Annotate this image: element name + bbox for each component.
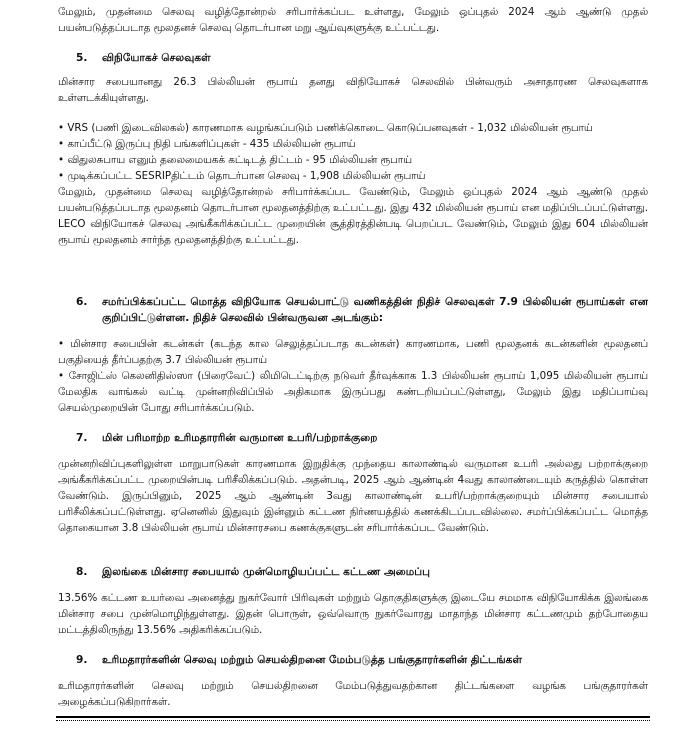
section-6-bullets bbox=[58, 336, 648, 416]
section-6-heading bbox=[76, 294, 648, 326]
section-7-number: 7. bbox=[76, 432, 88, 444]
list-item: • சோஜிட்ஸ் கெலனிதிஸ்ஸா (பிரைவேட்) லிமிடெட்டிற்கு நடுவர் தீர்வுக்காக 1.3 பில்லியன் ரூபாய் 1,095 மில்லியன் ரூபாய் மேலதிக வாங்கல் வட்டி முன்னறிவிப்பில் அதிகமாக இருப்பது கண்டறியப்பட்டுள்ளது, மேலும் இது மதிப்பாய்வு செயல்முறையின் போது சரிபார்க்கப்படும். bbox=[58, 370, 648, 414]
section-7-paragraph: முன்னறிவிப்புகளிலுள்ள மாறுபாடுகள் காரணமாக இறுதிக்கு முந்தைய காலாண்டில் வருமான உபரி அல்லது பற்றாக்குறை அங்கீகரிக்கப்பட்ட முறையின்படி பரிசீலிக்கப்படும். அதன்படி, 2025 ஆம் ஆண்டின் 4வது காலாண்டையும் கருத்தில் கொள்ள வேண்டும். இருப்பினும், 2025 ஆம் ஆண்டின் 3வது காலாண்டின் உபரி/பற்றாக்குறையும் மின்சார சபையால் பரிசீலிக்கப்பட்டுள்ளது. ஏனெனில் இதுவும் இன்னும் கட்டண நிர்ணயத்தில் கணக்கிடப்படவில்லை. சமர்ப்பிக்கப்பட்ட மொத்த தொகையான 3.8 பில்லியன் ரூபாய் மின்சாரசபை கணக்குகளுடன் சரிபார்க்கப்பட வேண்டும். bbox=[58, 458, 648, 534]
section-5-number: 5. bbox=[76, 52, 88, 64]
section-9-body bbox=[58, 678, 648, 710]
section-7-heading bbox=[76, 430, 378, 446]
section-5-heading bbox=[76, 50, 211, 66]
intro-block bbox=[58, 4, 648, 36]
list-item: • முடிக்கப்பட்ட SESRIPதிட்டம் தொடர்பான செலவு - 1,908 மில்லியன் ரூபாய் bbox=[58, 170, 426, 182]
section-5-intro: மின்சார சபையானது 26.3 பில்லியன் ரூபாய் தனது விநியோகச் செலவில் பின்வரும் அசாதாரண செலவுகளாக உள்ளடக்கியுள்ளது. bbox=[58, 76, 648, 104]
section-9-heading bbox=[76, 652, 522, 668]
section-9-paragraph: உரிமதாரர்களின் செலவு மற்றும் செயல்திறனை மேம்படுத்துவதற்கான திட்டங்களை வழங்க பங்குதாரர்கள் அழைக்கப்படுகிறார்கள். bbox=[58, 680, 648, 708]
section-5-intro-block bbox=[58, 74, 648, 106]
section-5-title: விநியோகச் செலவுகள் bbox=[102, 52, 211, 64]
section-9-title: உரிமதாரர்களின் செலவு மற்றும் செயல்திறனை மேம்படுத்த பங்குதாரர்களின் திட்டங்கள் bbox=[102, 654, 523, 666]
section-6-number: 6. bbox=[76, 296, 88, 308]
section-8-heading bbox=[76, 564, 430, 580]
section-8-number: 8. bbox=[76, 566, 88, 578]
section-5-paragraph-2: மேலும், முதன்மை செலவு வழித்தோன்றல் சரிபார்க்கப்பட வேண்டும், மேலும் ஒப்புதல் 2024 ஆம் ஆண்டு முதல் பயன்படுத்தப்படாத மூலதனம் தொடர்பான மூலதனத்திற்கு உட்பட்டது. இது 432 மில்லியன் ரூபாய் என மதிப்பிடப்பட்டுள்ளது. bbox=[58, 186, 648, 214]
list-item: • மின்சார சபையின் கடன்கள் (கடந்த கால செலுத்தப்படாத கடன்கள்) காரணமாக, பணி மூலதனக் கடன்களின் மூலதனப் பகுதியைத் தீர்ப்பதற்கு 3.7 பில்லியன் ரூபாய் bbox=[58, 338, 648, 366]
section-5-bullets bbox=[58, 120, 648, 248]
section-7-title: மின் பரிமாற்ற உரிமதாரரின் வருமான உபரி/பற்றாக்குறை bbox=[102, 432, 378, 444]
list-item: • VRS (பணி இடைவிலகல்) காரணமாக வழங்கப்படும் பணிக்கொடை கொடுப்பனவுகள் - 1,032 மில்லியன் ரூபாய் bbox=[58, 122, 593, 134]
list-item: • விதுலசுபாய எனும் தலைமையகக் கட்டிடத் திட்டம் - 95 மில்லியன் ரூபாய் bbox=[58, 154, 412, 166]
bottom-rule bbox=[56, 716, 650, 718]
section-7-body bbox=[58, 456, 648, 536]
section-8-title: இலங்கை மின்சார சபையால் முன்மொழியப்பட்ட கட்டண அமைப்பு bbox=[102, 566, 431, 578]
section-8-paragraph: 13.56% கட்டண உயர்வை அனைத்து நுகர்வோர் பிரிவுகள் மற்றும் தொகுதிகளுக்கு இடையே சமமாக விநியோகிக்க இலங்கை மின்சார சபை முன்மொழிந்துள்ளது. இதன் பொருள், ஒவ்வொரு நுகர்வோரது மாதாந்த மின்சார கட்டணமும் தற்போதைய மட்டத்திலிருந்து 13.56% அதிகரிக்கப்படும். bbox=[58, 592, 648, 636]
section-5-paragraph-3: LECO விநியோகச் செலவு அங்கீகரிக்கப்பட்ட முறையின் சூத்திரத்தின்படி பெறப்பட வேண்டும், மேலும் இது 604 மில்லியன் ரூபாய் மூலதனம் சார்ந்த மூலதனத்திற்கு உட்பட்டது. bbox=[58, 218, 648, 246]
section-9-number: 9. bbox=[76, 654, 88, 666]
intro-paragraph: மேலும், முதன்மை செலவு வழித்தோன்றல் சரிபார்க்கப்பட உள்ளது, மேலும் ஒப்புதல் 2024 ஆம் ஆண்டு முதல் பயன்படுத்தப்படாத மூலதனச் செலவு தொடர்பான மறு ஆய்வுகளுக்கு உட்பட்டது. bbox=[58, 6, 648, 34]
section-6-title: சமர்ப்பிக்கப்பட்ட மொத்த விநியோக செயல்பாட்டு வணிகத்தின் நிதிச் செலவுகள் 7.9 பில்லியன் ரூபாய்கள் என குறிப்பிட்டுள்ளன. நிதிச் செலவில் பின்வருவன அடங்கும்: bbox=[102, 296, 648, 324]
section-8-body bbox=[58, 590, 648, 638]
list-item: • காப்பீட்டு இருப்பு நிதி பங்களிப்புகள் - 435 மில்லியன் ரூபாய் bbox=[58, 138, 356, 150]
bottom-rule-dotted bbox=[56, 720, 650, 721]
